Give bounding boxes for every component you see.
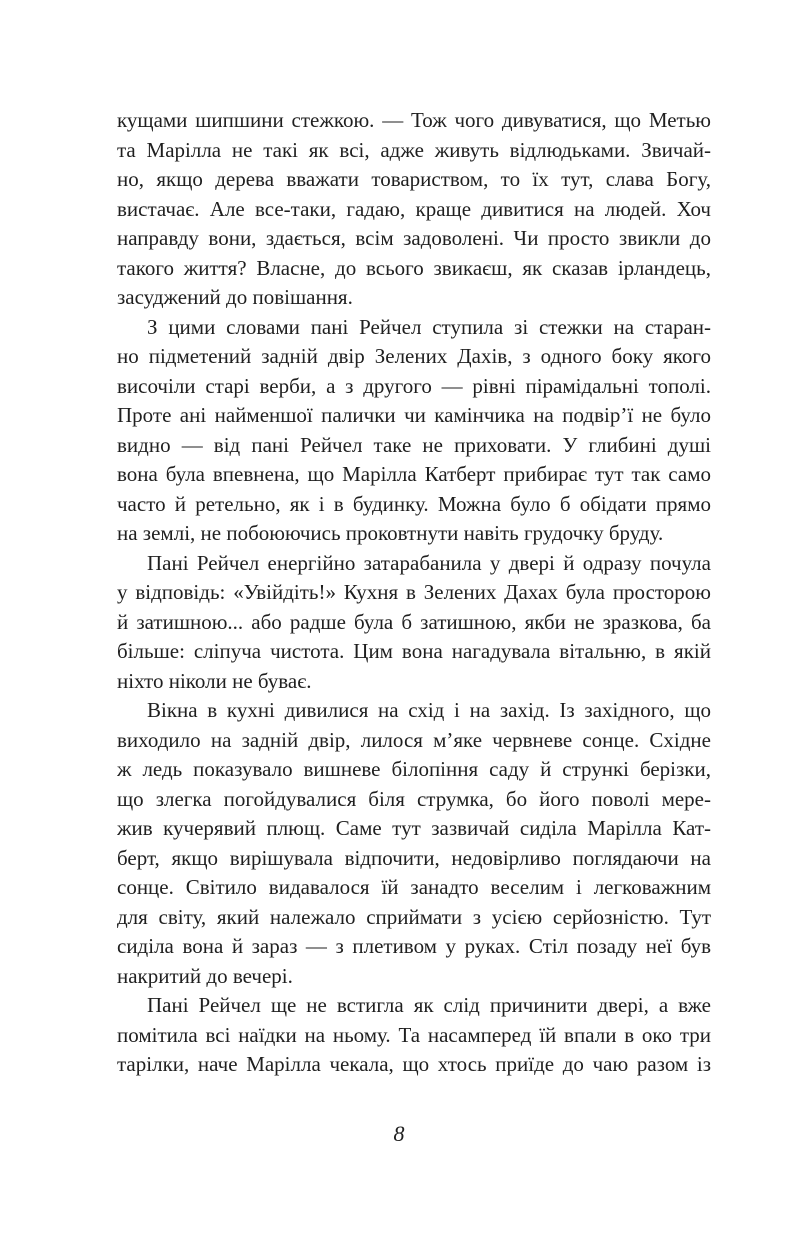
text-line: сиділа вона й зараз — з плетивом у руках. Стіл позаду неї був — [117, 934, 711, 958]
text-line: часто й ретельно, як і в будинку. Можна було б обідати прямо — [117, 491, 711, 516]
text-line: видно — від пані Рейчел таке не приховати. У глибині душі — [117, 432, 711, 457]
text-line: що злегка погойдувалися біля струмка, бо його поволі мере- — [117, 786, 711, 811]
text-line: накритий до вечері. — [117, 963, 293, 988]
text-line: берт, якщо вирішувала відпочити, недовірливо поглядаючи на — [117, 845, 711, 870]
text-line: помітила всі наїдки на ньому. Та насамперед їй впали в око три — [117, 1022, 711, 1047]
text-line: височіли старі верби, а з другого — рівні пірамідальні тополі. — [117, 373, 711, 398]
text-line: більше: сліпуча чистота. Цим вона нагадувала вітальню, в якій — [117, 639, 711, 663]
text-line: Вікна в кухні дивилися на схід і на захід. Із західного, що — [147, 698, 711, 722]
text-line: ж ледь показувало вишневе білопіння саду й стрункі берізки, — [117, 757, 711, 781]
text-line: вона була впевнена, що Марілла Катберт прибирає тут так само — [117, 462, 711, 486]
text-line: Пані Рейчел ще не встигла як слід причинити двері, а вже — [147, 993, 711, 1017]
text-line: но, якщо дерева вважати товариством, то їх тут, слава Богу, — [117, 167, 711, 191]
text-line: для світу, який належало сприймати з усією серйозністю. Тут — [117, 904, 711, 929]
text-line: на землі, не побоюючись проковтнути навіть грудочку бруду. — [117, 521, 664, 545]
text-line: Пані Рейчел енергійно затарабанила у двері й одразу почула — [147, 550, 711, 575]
text-line: тарілки, наче Марілла чекала, що хтось приїде до чаю разом із — [117, 1052, 711, 1076]
text-line: засуджений до повішання. — [117, 285, 353, 309]
page-number: 8 — [393, 1121, 405, 1146]
text-line: ніхто ніколи не буває. — [117, 668, 312, 693]
text-line: Проте ані найменшої палички чи камінчика на подвір’ї не було — [117, 403, 711, 427]
text-line: такого життя? Власне, до всього звикаєш, як сказав ірландець, — [117, 255, 711, 280]
text-line: вистачає. Але все-таки, гадаю, краще дивитися на людей. Хоч — [117, 196, 711, 221]
text-line: направду вони, здається, всім задоволені. Чи просто звикли до — [117, 226, 711, 250]
page-text — [117, 106, 711, 1080]
text-line: сонце. Світило видавалося їй занадто веселим і легковажним — [117, 875, 711, 899]
text-line: жив кучерявий плющ. Саме тут зазвичай сиділа Марілла Кат- — [117, 816, 711, 840]
text-line: виходило на задній двір, лилося м’яке червневе сонце. Східне — [117, 727, 711, 752]
text-line: й затишною... або радше була б затишною, якби не зразкова, ба — [117, 609, 711, 634]
text-line: та Марілла не такі як всі, адже живуть відлюдьками. Звичай- — [117, 137, 711, 162]
text-line: у відповідь: «Увійдіть!» Кухня в Зелених Дахах була просторою — [117, 580, 711, 604]
text-line: кущами шипшини стежкою. — Тож чого дивуватися, що Метью — [117, 108, 711, 132]
text-line: З цими словами пані Рейчел ступила зі стежки на старан- — [147, 314, 711, 339]
text-line: но підметений задній двір Зелених Дахів, з одного боку якого — [117, 344, 711, 368]
